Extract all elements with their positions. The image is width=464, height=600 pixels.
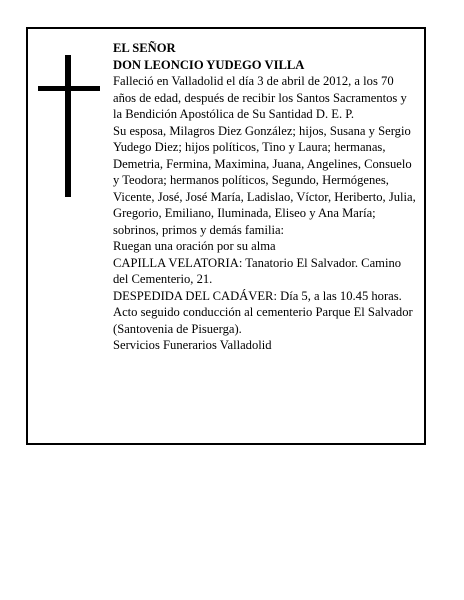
chapel-info: CAPILLA VELATORIA: Tanatorio El Salvador. Camino del Cementerio, 21. [113,255,402,286]
obituary-text [113,40,417,354]
cross-horizontal-bar [38,86,100,91]
farewell-info: DESPEDIDA DEL CADÁVER: Día 5, a las 10.45 horas. Acto seguido conducción al cementerio Parque El Salvador (Santovenia de Pisuerga). [113,288,413,336]
cross-icon [38,55,100,197]
deceased-name: DON LEONCIO YUDEGO VILLA [113,57,305,72]
death-statement: Falleció en Valladolid el día 3 de abril de 2012, a los 70 años de edad, después de recibir los Santos Sacramentos y la Bendición Apostólica de Su Santidad D. E. P. [113,74,407,121]
cross-vertical-bar [65,55,71,197]
prayer-request: Ruegan una oración por su alma [113,239,276,253]
funeral-home: Servicios Funerarios Valladolid [113,338,272,352]
family-list: Su esposa, Milagros Diez González; hijos, Susana y Sergio Yudego Diez; hijos políticos, Tino y Laura; hermanas, Demetria, Fermina, Maximina, Juana, Angelines, Consuelo y Teodora; hermanos políticos, Segundo, Hermógenes, Vicente, José, José María, Ladislao, Víctor, Heriberto, Julia, Gregorio, Emiliano, Iluminada, Eliseo y Ana María; sobrinos, primos y demás familia: [113,123,416,237]
heading-title: EL SEÑOR [113,41,176,55]
